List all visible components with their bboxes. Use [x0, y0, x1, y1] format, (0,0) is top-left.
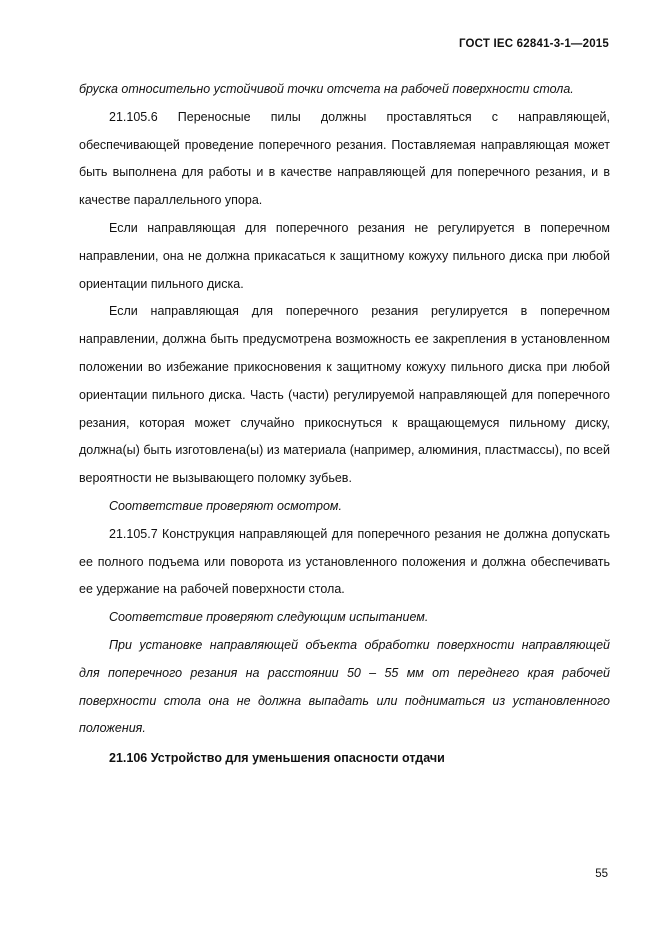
test-description: При установке направляющей объекта обработки поверхности направляющей для поперечного резания на расстоянии 50 – 55 мм от переднего края рабочей поверхности стола она не должна выпадать или подниматься из установленного положения.: [79, 637, 610, 736]
paragraph-adjustable: Если направляющая для поперечного резания регулируется в поперечном направлении, должна быть предусмотрена возможность ее закрепления в установленном положении во избежание прикосновения к защитному кожуху пильного диска при любой ориентации пильного диска. Часть (части) регулируемой направляющей для поперечного резания, которая может случайно прикоснуться к вращающемуся пильному диску, должна(ы) быть изготовлена(ы) из материала (например, алюминия, пластмассы), по всей вероятности не вызывающего поломку зубьев.: [79, 304, 610, 486]
page-number: 55: [595, 868, 608, 880]
paragraph-non-adjustable: Если направляющая для поперечного резания не регулируется в поперечном направлении, она не должна прикасаться к защитному кожуху пильного диска при любой ориентации пильного диска.: [79, 220, 610, 291]
compliance-test: Соответствие проверяют следующим испытанием.: [109, 610, 429, 625]
page-body: [79, 76, 610, 773]
section-heading: 21.106 Устройство для уменьшения опасности отдачи: [109, 751, 445, 766]
document-header: ГОСТ IEC 62841-3-1—2015: [458, 38, 609, 50]
paragraph-21-105-7: 21.105.7 Конструкция направляющей для поперечного резания не должна допускать ее полного подъема или поворота из установленного положения и должна обеспечивать ее удержание на рабочей поверхности стола.: [79, 526, 610, 597]
paragraph-21-105-6: 21.105.6 Переносные пилы должны проставляться с направляющей, обеспечивающей проведение поперечного резания. Поставляемая направляющая может быть выполнена для работы и в качестве направляющей для поперечного резания, и в качестве параллельного упора.: [79, 109, 610, 208]
paragraph-continuation: бруска относительно устойчивой точки отсчета на рабочей поверхности стола.: [79, 82, 574, 96]
compliance-inspection: Соответствие проверяют осмотром.: [109, 498, 342, 513]
